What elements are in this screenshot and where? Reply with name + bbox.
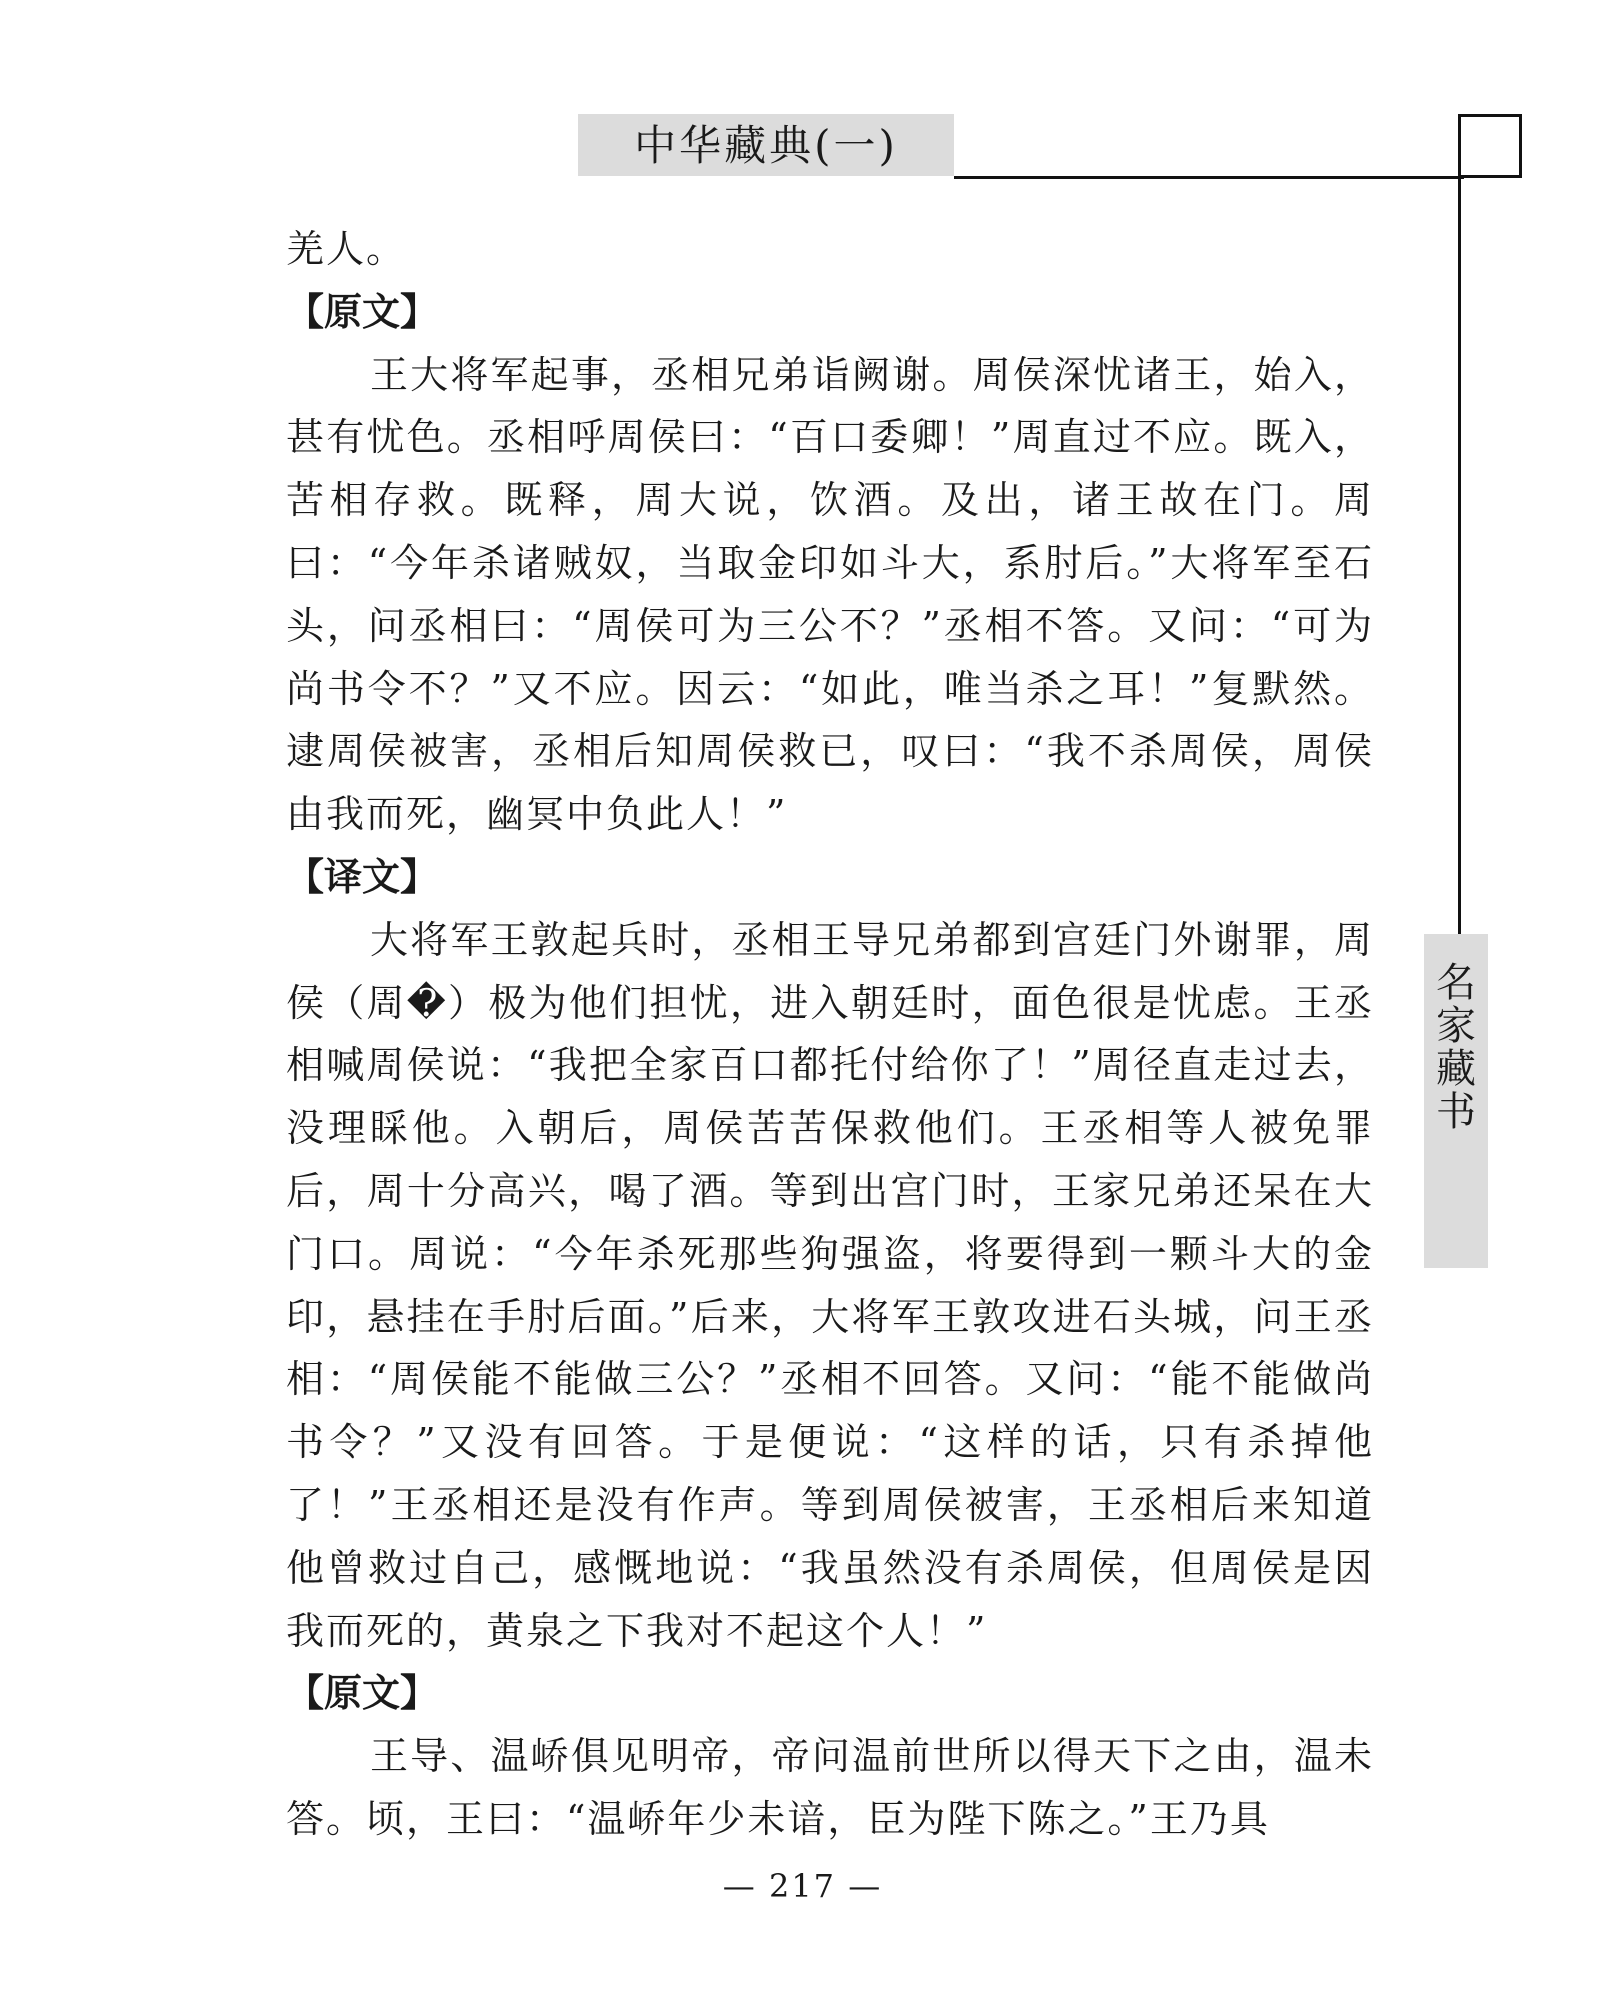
section-heading-original-1: 【原文】: [286, 289, 439, 334]
section-heading-original-2: 【原文】: [286, 1671, 439, 1716]
header-rule: [954, 176, 1464, 179]
page-number: — 217 —: [722, 1867, 883, 1905]
page-content: [286, 218, 1374, 1851]
section-text-translation: 大将军王敦起兵时，丞相王导兄弟都到宫廷门外谢罪，周侯（周�）极为他们担忧，进入朝廷时，面色很是忧虑。王丞相喊周侯说：“我把全家百口都托付给你了！”周径直走过去，没理睬他。入朝后，周侯苦苦保救他们。王丞相等人被免罪后，周十分高兴，喝了酒。等到出宫门时，王家兄弟还呆在大门口。周说：“今年杀死那些狗强盗，将要得到一颗斗大的金印，悬挂在手肘后面。”后来，大将军王敦攻进石头城，问王丞相：“周侯能不能做三公？”丞相不回答。又问：“能不能做尚书令？”又没有回答。于是便说：“这样的话，只有杀掉他了！”王丞相还是没有作声。等到周侯被害，王丞相后来知道他曾救过自己，感慨地说：“我虽然没有杀周侯，但周侯是因我而死的，黄泉之下我对不起这个人！”: [286, 917, 1374, 1653]
section-heading-translation: 【译文】: [286, 854, 439, 899]
section-text-original-1: 王大将军起事，丞相兄弟诣阙谢。周侯深忧诸王，始入，甚有忧色。丞相呼周侯曰：“百口委卿！”周直过不应。既入，苦相存救。既释，周大说，饮酒。及出，诸王故在门。周曰：“今年杀诸贼奴，当取金印如斗大，系肘后。”大将军至石头，问丞相曰：“周侯可为三公不？”丞相不答。又问：“可为尚书令不？”又不应。因云：“如此，唯当杀之耳！”复默然。逮周侯被害，丞相后知周侯救已，叹曰：“我不杀周侯，周侯由我而死，幽冥中负此人！”: [286, 352, 1374, 837]
side-tab-label: 名家藏书: [1436, 960, 1476, 1135]
vertical-rule: [1458, 114, 1461, 934]
lead-line: 羌人。: [286, 227, 407, 271]
corner-square-decoration: [1458, 114, 1522, 178]
page-header-title: 中华藏典(一): [634, 121, 898, 170]
section-text-original-2: 王导、温峤俱见明帝，帝问温前世所以得天下之由，温未答。顷，王曰：“温峤年少未谙，臣为陛下陈之。”王乃具: [286, 1734, 1374, 1841]
